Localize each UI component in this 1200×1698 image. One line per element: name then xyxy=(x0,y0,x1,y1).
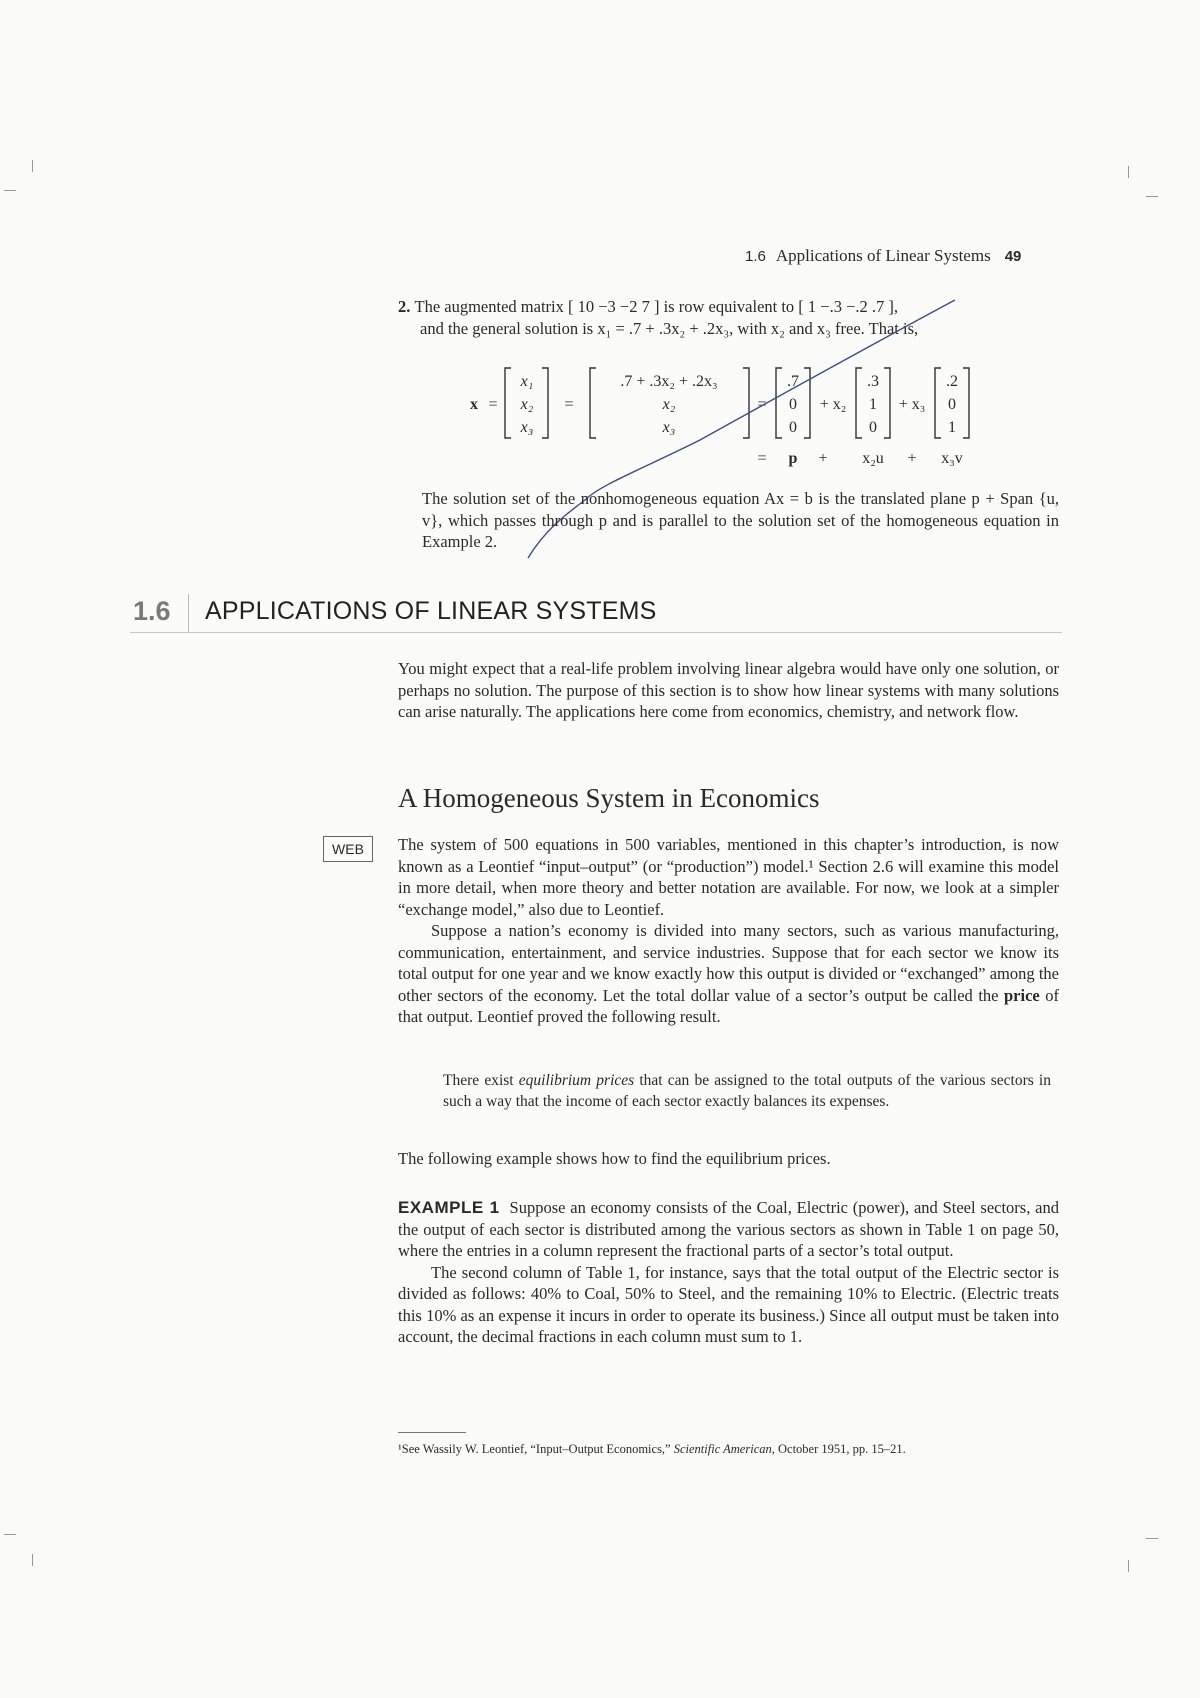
econ-p2-a: Suppose a nation’s economy is divided into many sectors, such as various manufacturing, communication, entertainment, and service industries. Suppose that for each sector we know its total output for one year and we know exactly how this output is divided or “exchanged” among the other sectors of the economy. Let the total dollar value of a sector’s output be called the xyxy=(398,921,1059,1005)
web-badge[interactable]: WEB xyxy=(323,836,373,862)
example2-number: 2. xyxy=(398,297,411,316)
leontief-result-quote xyxy=(443,1070,1051,1112)
bottom-eq: = xyxy=(757,450,767,467)
eq-1: = xyxy=(488,396,498,413)
quote-italic: equilibrium prices xyxy=(518,1072,635,1089)
example1-p2: The second column of Table 1, for instance, says that the total output of the Electric sector is divided as follows: 40% to Coal, 50% to Steel, and the remaining 10% to Electric. (Electric treats this 10% as an expense it incurs in order to operate its business.) Since all output must be taken into account, the decimal fractions in each column must sum to 1. xyxy=(398,1262,1059,1346)
header-title: Applications of Linear Systems xyxy=(775,246,991,265)
section-rule xyxy=(130,632,1062,633)
vg-2: x₃ xyxy=(662,419,676,436)
crop-mark xyxy=(1146,196,1158,197)
vx-1: x₂ xyxy=(520,396,534,413)
eq-2: = xyxy=(564,396,574,413)
subsection-title: A Homogeneous System in Economics xyxy=(398,783,820,813)
follow-line: The following example shows how to find the equilibrium prices. xyxy=(398,1149,831,1168)
vx-0: x₁ xyxy=(520,373,534,390)
crop-mark xyxy=(4,1534,16,1535)
crop-mark xyxy=(32,160,33,172)
eq-3: = xyxy=(757,396,767,413)
vu-0: .3 xyxy=(867,373,879,390)
econ-paragraph-1: The system of 500 equations in 500 variables, mentioned in this chapter’s introduction, is now known as a Leontief “input–output” (or “production”) model.¹ Section 2.6 will examine this model in more detail, when more theory and better notation are available. For now, we look at a simpler “exchange model,” also due to Leontief. xyxy=(398,835,1059,919)
vp-1: 0 xyxy=(789,396,797,413)
vp-0: .7 xyxy=(787,373,799,390)
quote-a: There exist xyxy=(443,1072,519,1089)
bottom-plus2: + xyxy=(907,450,917,467)
econ-p2-b: of that output. Leontief proved the following result. xyxy=(398,985,1059,1026)
bottom-x3v: x₃v xyxy=(941,450,963,467)
page-number: 49 xyxy=(1004,248,1022,265)
footnote-a: ¹See Wassily W. Leontief, “Input–Output Economics,” xyxy=(398,1442,674,1456)
crop-mark xyxy=(1128,1560,1129,1572)
vu-1: 1 xyxy=(869,396,877,413)
header-section-number: 1.6 xyxy=(745,248,766,265)
coef2: + x₂ xyxy=(819,396,847,413)
crop-mark xyxy=(1146,1538,1158,1539)
example2-line1: The augmented matrix [ 10 −3 −2 7 ] is row equivalent to [ 1 −.3 −.2 .7 ], xyxy=(414,297,899,316)
example1-p1: Suppose an economy consists of the Coal, Electric (power), and Steel sectors, and the output of each sector is distributed among the various sectors as shown in Table 1 on page 50, where the entries in a column represent the fractional parts of a sector’s total output. xyxy=(398,1198,1059,1260)
solution-set-paragraph: The solution set of the nonhomogeneous equation Ax = b is the translated plane p + Span {u, v}, which passes through p and is parallel to the solution set of the homogeneous equation in Example 2. xyxy=(422,489,1059,551)
footnote-italic: Scientific American xyxy=(673,1442,772,1456)
vp-2: 0 xyxy=(789,419,797,436)
intro-paragraph: You might expect that a real-life problem involving linear algebra would have only one solution, or perhaps no solution. The purpose of this section is to show how linear systems with many solutions can arise naturally. The applications here come from economics, chemistry, and network flow. xyxy=(398,659,1059,721)
quote-b: that can be assigned to the total outputs of the various sectors in such a way that the income of each sector exactly balances its expenses. xyxy=(443,1072,1051,1110)
footnote-rule xyxy=(398,1432,466,1433)
section-number: 1.6 xyxy=(133,596,171,626)
crop-mark xyxy=(1128,166,1129,178)
crop-mark xyxy=(4,190,16,191)
vg-0: .7 + .3x₂ + .2x₃ xyxy=(620,373,718,390)
footnote-b: , October 1951, pp. 15–21. xyxy=(771,1442,906,1456)
vv-2: 1 xyxy=(948,419,956,436)
bottom-p: p xyxy=(788,450,798,467)
economics-text xyxy=(398,834,1059,1028)
coef3: + x₃ xyxy=(898,396,926,413)
vu-2: 0 xyxy=(869,419,877,436)
vg-1: x₂ xyxy=(662,396,676,413)
econ-paragraph-2 xyxy=(398,920,1059,1028)
econ-p2-bold: price xyxy=(1004,985,1040,1005)
bottom-x2u: x₂u xyxy=(862,450,884,467)
vx-2: x₃ xyxy=(520,419,534,436)
example1-label: EXAMPLE 1 xyxy=(398,1198,500,1217)
crop-mark xyxy=(32,1554,33,1566)
vv-0: .2 xyxy=(946,373,958,390)
footnote xyxy=(398,1442,906,1457)
vv-1: 0 xyxy=(948,396,956,413)
bottom-plus1: + xyxy=(818,450,828,467)
example1 xyxy=(398,1197,1059,1348)
section-divider xyxy=(188,594,189,632)
section-title: APPLICATIONS OF LINEAR SYSTEMS xyxy=(205,597,657,625)
example2-line2: and the general solution is x₁ = .7 + .3x₂ + .2x₃, with x₂ and x₃ free. That is, xyxy=(420,318,919,338)
x-label: x xyxy=(470,396,478,413)
